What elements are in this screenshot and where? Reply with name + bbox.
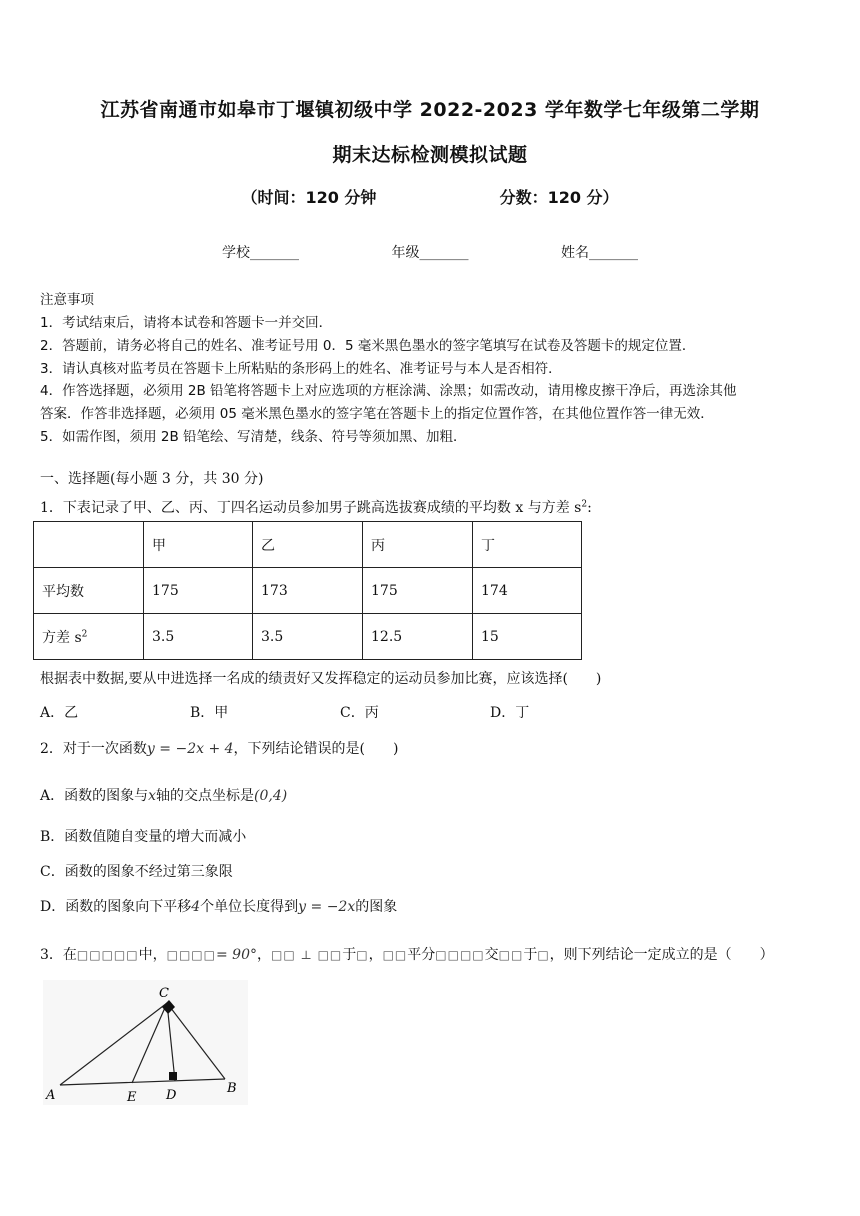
table-cell [34,522,144,568]
q2-option-a[interactable]: A．函数的图象与x轴的交点坐标是(0,4) [40,788,288,804]
title-line-2: 期末达标检测模拟试题 [332,144,528,166]
table-row [34,568,582,614]
label-e: E [127,1090,137,1105]
table-row [34,614,582,660]
table-cell: 乙 [253,522,363,568]
table-cell: 15 [473,614,582,660]
q1-option-d[interactable]: D．丁 [490,705,530,721]
q2-formula: y = −2x + 4 [146,741,234,757]
table-cell: 3.5 [144,614,253,660]
note-item: 2．答题前，请务必将自己的姓名、准考证号用 0．5 毫米黑色墨水的签字笔填写在试卷及答题卡的规定位置． [40,338,696,354]
q1-followup: 根据表中数据,要从中进选择一名成的绩责好又发挥稳定的运动员参加比赛，应该选择( ) [40,671,602,687]
q1-option-c[interactable]: C．丙 [340,705,379,721]
notes-heading: 注意事项 [40,292,94,308]
label-b: B [227,1081,237,1096]
note-item: 1．考试结束后，请将本试卷和答题卡一并交回． [40,315,333,331]
q2-stem: 2．对于一次函数y = −2x + 4，下列结论错误的是( ) [40,741,399,757]
table-cell: 丁 [473,522,582,568]
exam-score: 分数：120 分） [499,188,619,207]
q2-option-c[interactable]: C．函数的图象不经过第三象限 [40,864,233,880]
table-cell: 175 [144,568,253,614]
table-cell: 12.5 [363,614,473,660]
note-item: 4．作答选择题，必须用 2B 铅笔将答题卡上对应选项的方框涂满、涂黑；如需改动，请用橡皮擦干净后，再选涂其他 [40,383,737,399]
note-item: 3．请认真核对监考员在答题卡上所粘贴的条形码上的姓名、准考证号与本人是否相符． [40,361,562,377]
table-cell: 丙 [363,522,473,568]
title-line-1: 江苏省南通市如皋市丁堰镇初级中学 2022-2023 学年数学七年级第二学期 [100,99,760,121]
q1-stem: 1．下表记录了甲、乙、丙、丁四名运动员参加男子跳高选拔赛成绩的平均数 x 与方差 $s^2$: [40,499,592,516]
table-cell: 175 [363,568,473,614]
table-cell: 甲 [144,522,253,568]
table-cell: 3.5 [253,614,363,660]
time-score-line [0,185,860,208]
table-row [34,522,582,568]
q2-option-d[interactable]: D．函数的图象向下平移4个单位长度得到y = −2x的图象 [40,899,398,915]
label-a: A [46,1088,56,1103]
table-cell: 方差 $s^2$ [34,614,144,660]
table-cell: 173 [253,568,363,614]
name-field[interactable]: 姓名_______ [560,245,638,261]
table-cell: 平均数 [34,568,144,614]
right-angle-mark-d [169,1072,177,1080]
q3-stem: 3．在□□□□□中，□□□□= 90°，□□ ⊥ □□于□，□□平分□□□□交□□于□，则下列结论一定成立的是（ ） [40,947,774,963]
q1-option-b[interactable]: B．甲 [190,705,229,721]
exam-time: （时间：120 分钟 [241,188,377,207]
label-d: D [166,1088,177,1103]
label-c: C [159,986,169,1001]
grade-field[interactable]: 年级_______ [391,245,469,261]
student-info-fields [0,242,860,262]
q1-option-a[interactable]: A．乙 [40,705,79,721]
school-field[interactable]: 学校_______ [222,245,300,261]
note-item: 5．如需作图，须用 2B 铅笔绘、写清楚，线条、符号等须加黑、加粗． [40,429,467,445]
q2-option-b[interactable]: B．函数值随自变量的增大而减小 [40,829,247,845]
table-cell: 174 [473,568,582,614]
figure-background [43,980,248,1105]
note-item: 答案．作答非选择题，必须用 05 毫米黑色墨水的签字笔在答题卡上的指定位置作答，在其他位置作答一律无效． [40,406,714,422]
q3-triangle-figure [43,980,248,1105]
q1-score-table [33,521,582,660]
section-heading: 一、选择题(每小题 3 分，共 30 分) [40,471,264,487]
